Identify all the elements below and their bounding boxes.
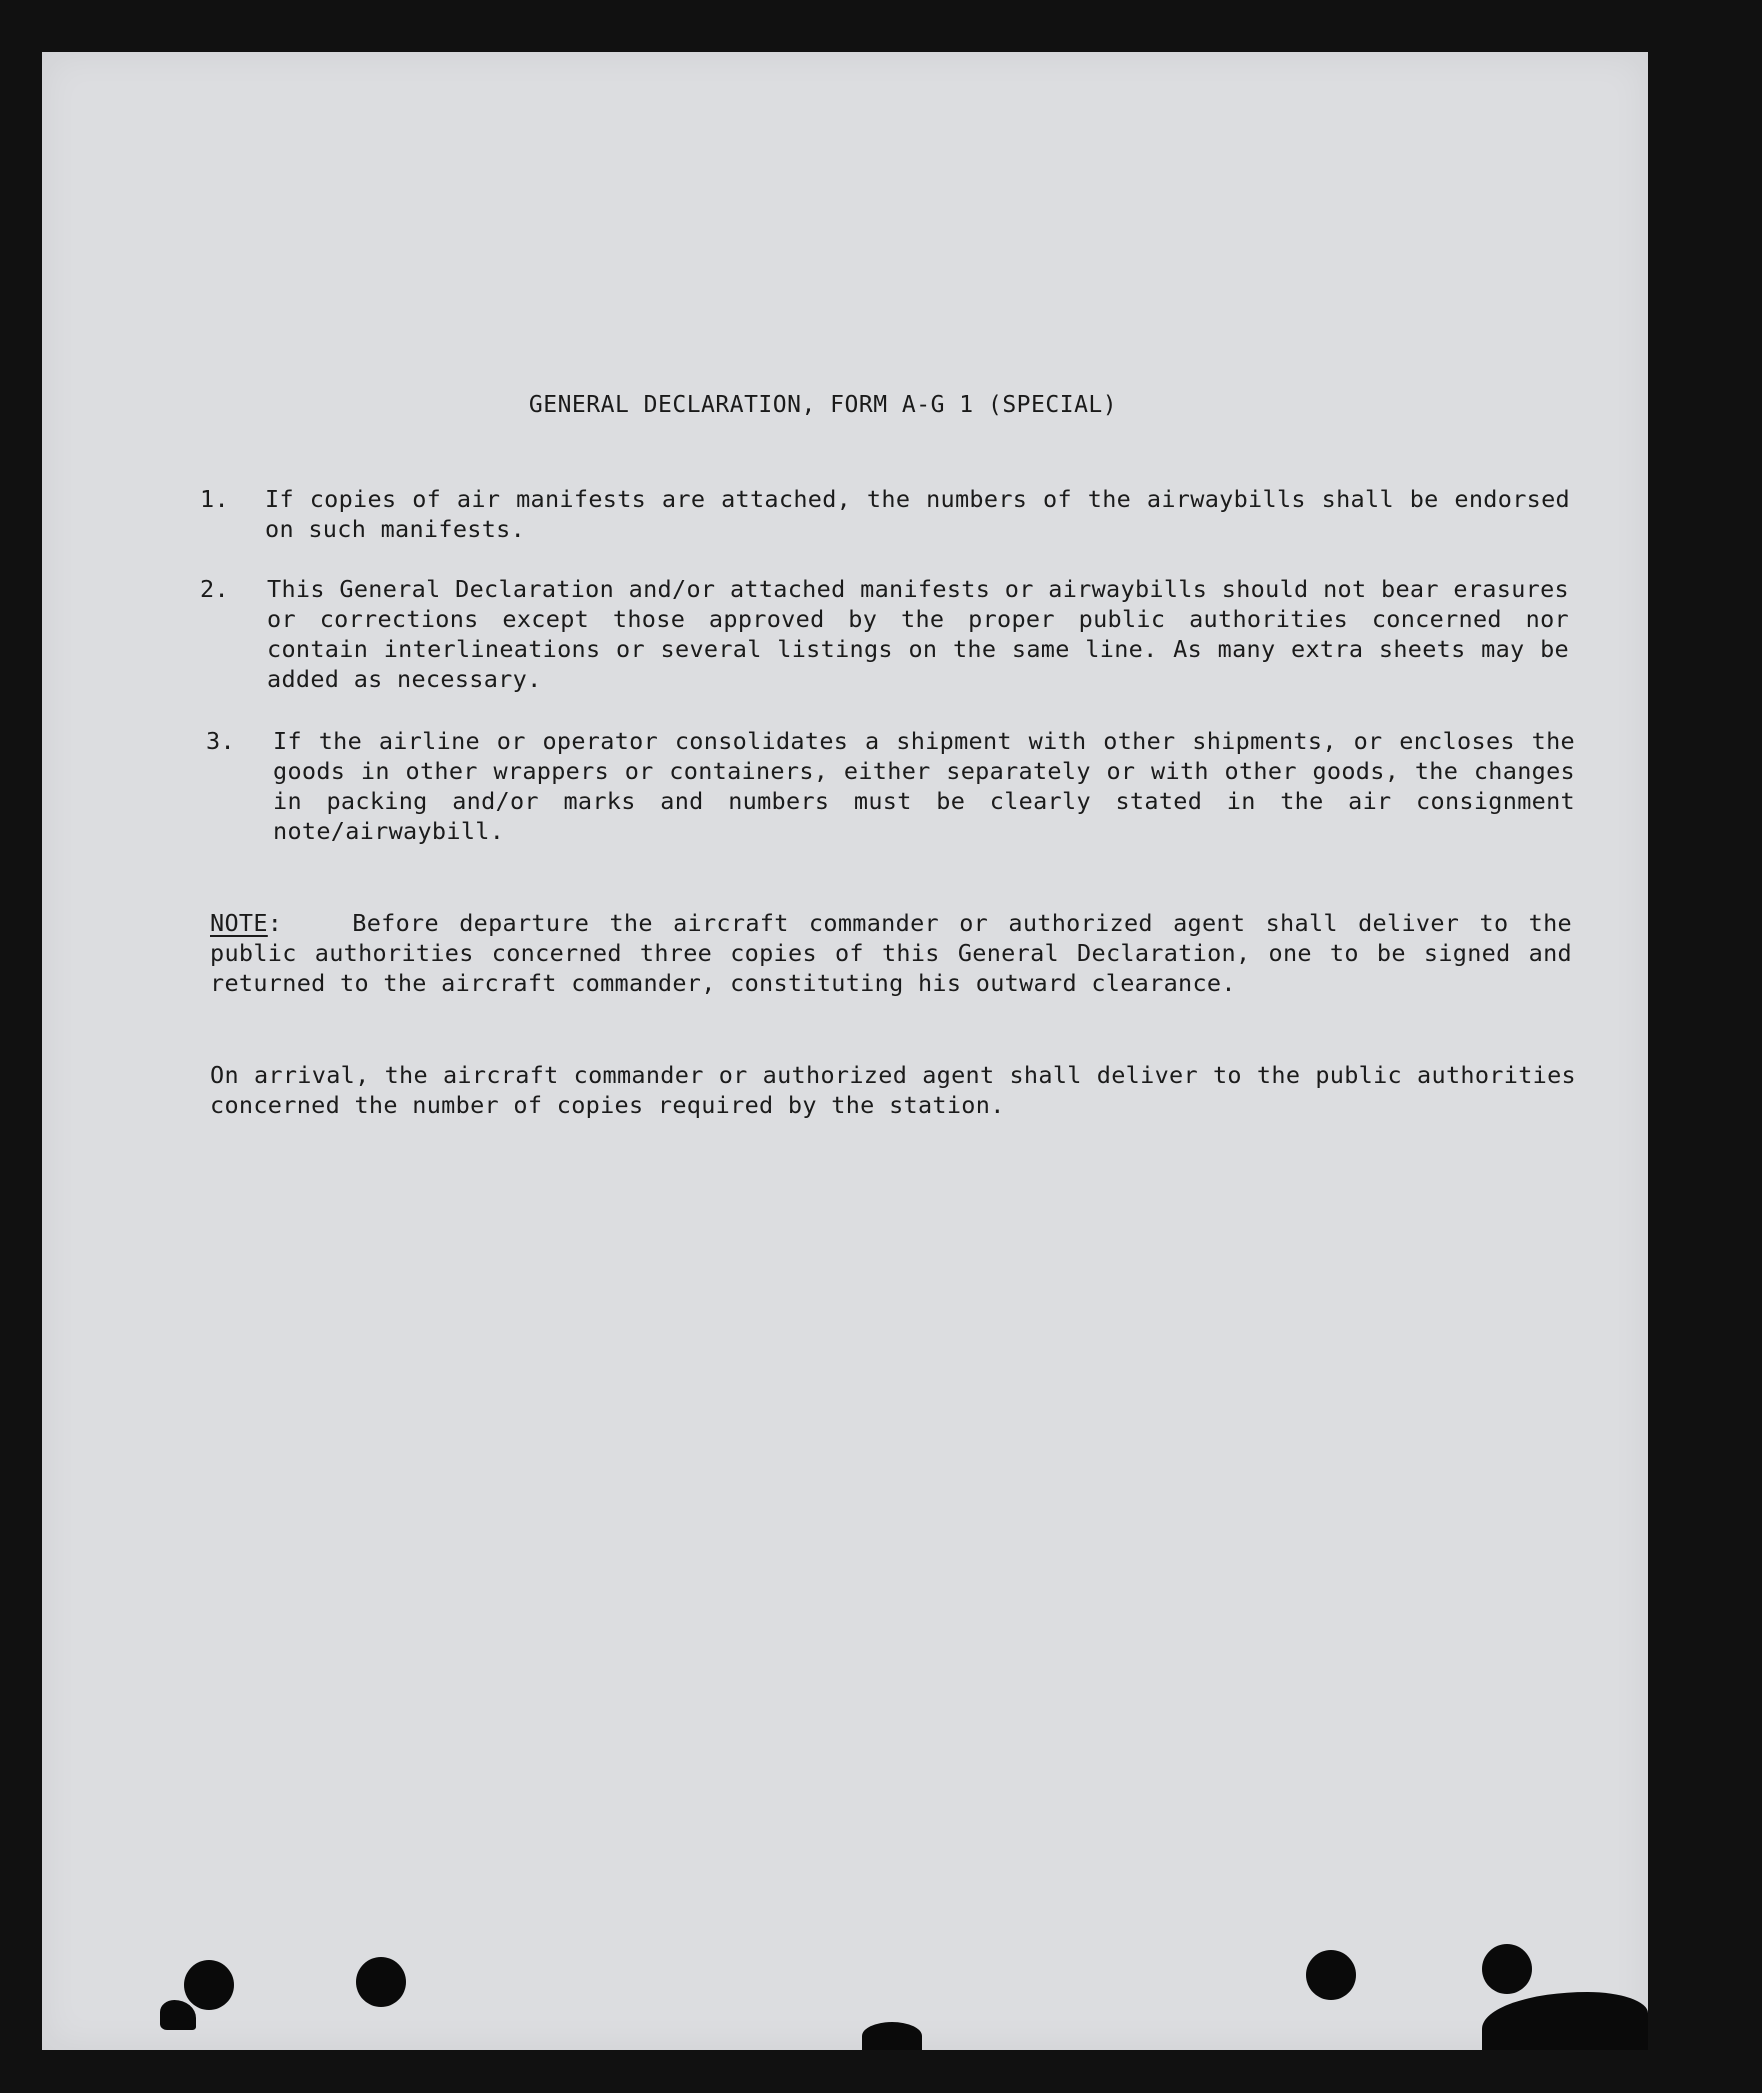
note-text: Before departure the aircraft commander or authorized agent shall deliver to the public authorities concerned three copies of this General Declaration, one to be signed and returned to the aircraft commander, constituting his outward clearance. — [210, 909, 1572, 997]
list-item-2 — [200, 574, 1580, 694]
arrival-paragraph: On arrival, the aircraft commander or authorized agent shall deliver to the public authorities concerned the number of copies required by the station. — [210, 1061, 1576, 1119]
punch-hole — [184, 1960, 234, 2010]
punch-hole — [1482, 1944, 1532, 1994]
torn-corner — [1482, 1992, 1648, 2050]
item-number: 1. — [200, 485, 229, 513]
torn-edge — [862, 2022, 922, 2050]
punch-hole — [356, 1957, 406, 2007]
item-number: 3. — [206, 727, 235, 755]
note-label: NOTE — [210, 909, 268, 937]
punch-hole — [1306, 1950, 1356, 2000]
note-colon: : — [267, 909, 283, 937]
item-text: If the airline or operator consolidates a shipment with other shipments, or encloses the goods in other wrappers or containers, either separately or with other goods, the changes in packing and/or marks and numbers must be clearly stated in the air consignment note/airwaybill. — [273, 727, 1575, 845]
item-text: This General Declaration and/or attached manifests or airwaybills should not bear erasures or corrections except those approved by the proper public authorities concerned nor contain interlineations or several listings on the same line. As many extra sheets may be added as necessary. — [267, 575, 1569, 693]
item-text: If copies of air manifests are attached, the numbers of the airwaybills shall be endorsed on such manifests. — [265, 485, 1570, 543]
torn-corner — [160, 2000, 196, 2030]
list-item-1 — [200, 484, 1580, 544]
document-title: GENERAL DECLARATION, FORM A-G 1 (SPECIAL) — [528, 392, 1118, 418]
list-item-3 — [206, 726, 1586, 846]
item-number: 2. — [200, 575, 229, 603]
note-paragraph — [210, 908, 1572, 998]
document-page — [42, 52, 1648, 2050]
